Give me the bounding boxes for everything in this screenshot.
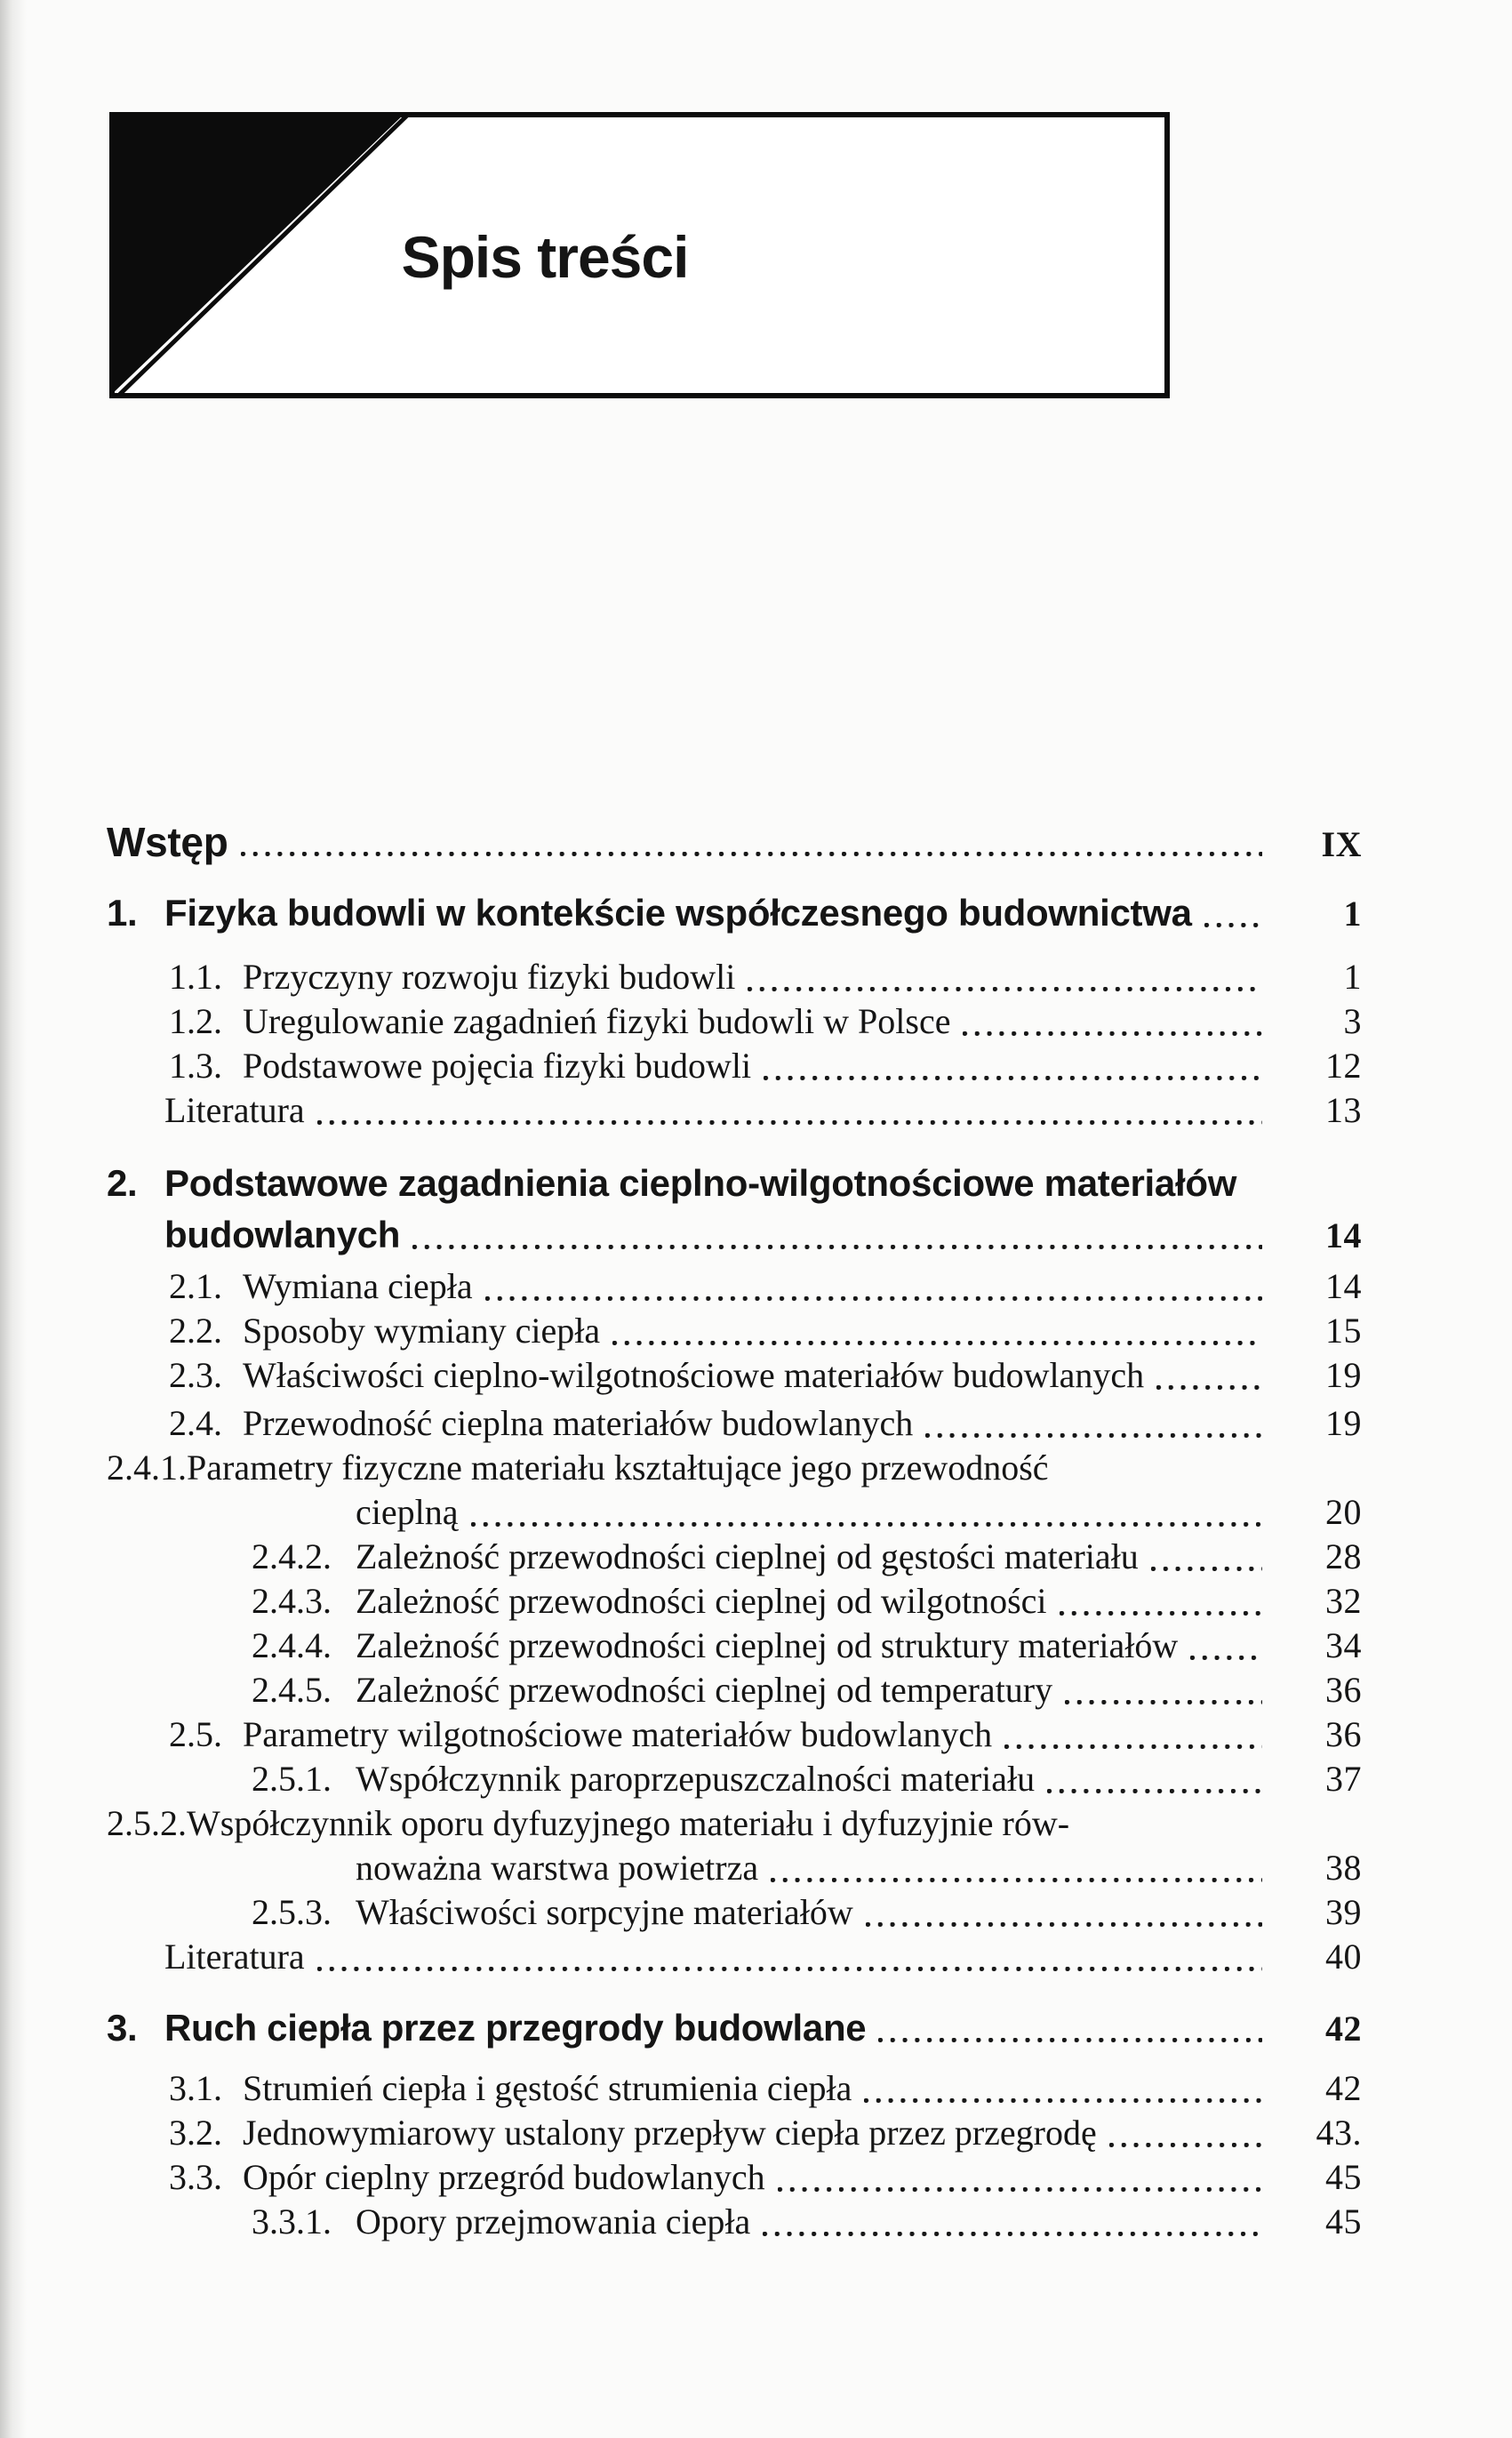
toc-entry <box>107 999 1362 1044</box>
dot-leader <box>1109 2111 1262 2155</box>
entry-label: Zależność przewodności cieplnej od gęstości materiału <box>356 1536 1139 1576</box>
dot-leader <box>1190 1624 1262 1668</box>
entry-number: 2.4.2. <box>252 1536 332 1576</box>
entry-label: Podstawowe pojęcia fizyki budowli <box>243 1046 752 1086</box>
page-number: 28 <box>1325 1536 1362 1576</box>
toc-entry <box>107 1579 1362 1624</box>
entry-number: 3.3. <box>169 2157 222 2197</box>
entry-number: 2.4.5. <box>252 1670 332 1710</box>
entry-number: 1.2. <box>169 1001 222 1041</box>
page-number: 45 <box>1325 2201 1362 2242</box>
entry-label: noważna warstwa powietrza <box>356 1848 759 1888</box>
toc-entry <box>107 1401 1362 1446</box>
entry-label: Strumień ciepła i gęstość strumienia ciepła <box>243 2068 852 2108</box>
entry-number: 2.3. <box>169 1355 222 1395</box>
page-number: 34 <box>1325 1625 1362 1665</box>
toc-entry <box>107 1757 1362 1801</box>
toc-entry <box>107 2111 1362 2155</box>
dot-leader <box>471 1490 1263 1535</box>
entry-label: Właściwości cieplno-wilgotnościowe materiałów budowlanych <box>243 1355 1145 1395</box>
entry-number: 2.2. <box>169 1311 222 1351</box>
entry-number: 2.4. <box>169 1403 222 1443</box>
toc-entry <box>107 1801 1362 1846</box>
page-number: 14 <box>1325 1266 1362 1306</box>
entry-number: 2.5.1. <box>252 1759 332 1799</box>
dot-leader <box>1156 1353 1262 1398</box>
dot-leader <box>1065 1668 1262 1712</box>
dot-leader <box>878 2006 1262 2050</box>
entry-label: Fizyka budowli w kontekście współczesnego budownictwa <box>164 892 1192 934</box>
entry-number: 2.5.3. <box>252 1892 332 1932</box>
toc-entry <box>107 891 1362 935</box>
entry-number: 2. <box>107 1162 138 1204</box>
toc-entry <box>107 1890 1362 1935</box>
page-number: 14 <box>1325 1215 1362 1255</box>
toc-entry <box>107 2006 1362 2050</box>
entry-label: Współczynnik paroprzepuszczalności materiału <box>356 1759 1036 1799</box>
page-number: 45 <box>1325 2157 1362 2197</box>
page-number: IX <box>1321 824 1362 864</box>
entry-label: Jednowymiarowy ustalony przepływ ciepła przez przegrodę <box>243 2113 1097 2153</box>
dot-leader <box>1004 1712 1262 1757</box>
entry-label: Opór cieplny przegród budowlanych <box>243 2157 765 2197</box>
entry-label: Zależność przewodności cieplnej od temperatury <box>356 1670 1053 1710</box>
toc-entry <box>107 1624 1362 1668</box>
toc-entry <box>107 1446 1362 1490</box>
toc-entry <box>107 955 1362 999</box>
dot-leader <box>925 1401 1262 1446</box>
entry-number: 2.4.1. <box>107 1448 187 1488</box>
entry-number: 1.3. <box>169 1046 222 1086</box>
page-number: 19 <box>1325 1355 1362 1395</box>
toc-entry <box>107 1846 1362 1890</box>
dot-leader <box>1047 1757 1262 1801</box>
entry-number: 3.3.1. <box>252 2201 332 2242</box>
dot-leader <box>612 1309 1262 1353</box>
toc-entry <box>107 1668 1362 1712</box>
dot-leader <box>764 1044 1262 1088</box>
page-number: 1 <box>1343 894 1362 934</box>
page-number: 37 <box>1325 1759 1362 1799</box>
toc-entry <box>107 1935 1362 1979</box>
entry-label: Podstawowe zagadnienia cieplno-wilgotnościowe materiałów <box>164 1162 1237 1204</box>
page-number: 20 <box>1325 1492 1362 1532</box>
page-title: Spis treści <box>401 224 689 290</box>
toc-entry <box>107 1535 1362 1579</box>
toc-entry <box>107 2200 1362 2244</box>
entry-label: Właściwości sorpcyjne materiałów <box>356 1892 853 1932</box>
dot-leader <box>317 1935 1262 1979</box>
entry-number: 1. <box>107 892 138 934</box>
entry-label: Ruch ciepła przez przegrody budowlane <box>164 2007 867 2049</box>
entry-label: Wymiana ciepła <box>243 1266 473 1306</box>
entry-label: Zależność przewodności cieplnej od struktury materiałów <box>356 1625 1179 1665</box>
page-number: 40 <box>1325 1937 1362 1977</box>
page-number: 3 <box>1343 1001 1362 1041</box>
entry-number: 2.4.3. <box>252 1581 332 1621</box>
dot-leader <box>241 820 1262 864</box>
dot-leader <box>866 1890 1262 1935</box>
dot-leader <box>864 2066 1262 2111</box>
dot-leader <box>1204 891 1262 935</box>
entry-number: 2.5. <box>169 1714 222 1754</box>
toc-entry <box>107 1213 1362 1257</box>
toc-entry <box>107 1309 1362 1353</box>
page-number: 42 <box>1325 2068 1362 2108</box>
page-number: 13 <box>1325 1090 1362 1130</box>
entry-label: Przewodność cieplna materiałów budowlanych <box>243 1403 914 1443</box>
entry-number: 2.1. <box>169 1266 222 1306</box>
entry-label: cieplną <box>356 1492 459 1532</box>
entry-number: 2.4.4. <box>252 1625 332 1665</box>
table-of-contents <box>107 820 1362 2244</box>
dot-leader <box>763 2200 1262 2244</box>
page-number: 15 <box>1325 1311 1362 1351</box>
banner <box>109 112 1170 398</box>
entry-label: Parametry wilgotnościowe materiałów budowlanych <box>243 1714 993 1754</box>
entry-number: 2.5.2. <box>107 1803 187 1843</box>
toc-entry <box>107 1712 1362 1757</box>
scan-left-edge-shadow <box>0 0 27 2438</box>
toc-entry <box>107 2066 1362 2111</box>
entry-label: budowlanych <box>164 1214 401 1255</box>
entry-number: 3.2. <box>169 2113 222 2153</box>
page-number: 42 <box>1325 2009 1362 2049</box>
entry-label: Zależność przewodności cieplnej od wilgotności <box>356 1581 1047 1621</box>
entry-label: Współczynnik oporu dyfuzyjnego materiału i dyfuzyjnie rów- <box>187 1803 1070 1843</box>
page-number: 43. <box>1316 2113 1362 2153</box>
entry-label: Przyczyny rozwoju fizyki budowli <box>243 957 736 997</box>
page-number: 36 <box>1325 1714 1362 1754</box>
entry-number: 3. <box>107 2007 138 2049</box>
dot-leader <box>748 955 1262 999</box>
entry-label: Parametry fizyczne materiału kształtujące jego przewodność <box>187 1448 1049 1488</box>
page-number: 12 <box>1325 1046 1362 1086</box>
toc-entry <box>107 1044 1362 1088</box>
dot-leader <box>963 999 1262 1044</box>
entry-label: Opory przejmowania ciepła <box>356 2201 751 2242</box>
page-number: 38 <box>1325 1848 1362 1888</box>
entry-label: Sposoby wymiany ciepła <box>243 1311 601 1351</box>
entry-label: Literatura <box>164 1090 305 1130</box>
entry-number: 1.1. <box>169 957 222 997</box>
dot-leader <box>317 1088 1262 1133</box>
entry-number: 3.1. <box>169 2068 222 2108</box>
entry-label: Uregulowanie zagadnień fizyki budowli w Polsce <box>243 1001 951 1041</box>
toc-entry <box>107 1161 1362 1206</box>
toc-entry <box>107 820 1362 864</box>
entry-label: Wstęp <box>107 819 228 865</box>
toc-entry <box>107 1088 1362 1133</box>
dot-leader <box>771 1846 1262 1890</box>
dot-leader <box>412 1213 1262 1257</box>
dot-leader <box>1060 1579 1262 1624</box>
dot-leader <box>778 2155 1262 2200</box>
dot-leader <box>485 1264 1262 1309</box>
page-number: 19 <box>1325 1403 1362 1443</box>
page-number: 1 <box>1343 957 1362 997</box>
toc-entry <box>107 1353 1362 1398</box>
dot-leader <box>1151 1535 1262 1579</box>
page-number: 36 <box>1325 1670 1362 1710</box>
page-number: 39 <box>1325 1892 1362 1932</box>
toc-entry <box>107 1490 1362 1535</box>
toc-entry <box>107 1264 1362 1309</box>
page-number: 32 <box>1325 1581 1362 1621</box>
entry-label: Literatura <box>164 1937 305 1977</box>
toc-entry <box>107 2155 1362 2200</box>
